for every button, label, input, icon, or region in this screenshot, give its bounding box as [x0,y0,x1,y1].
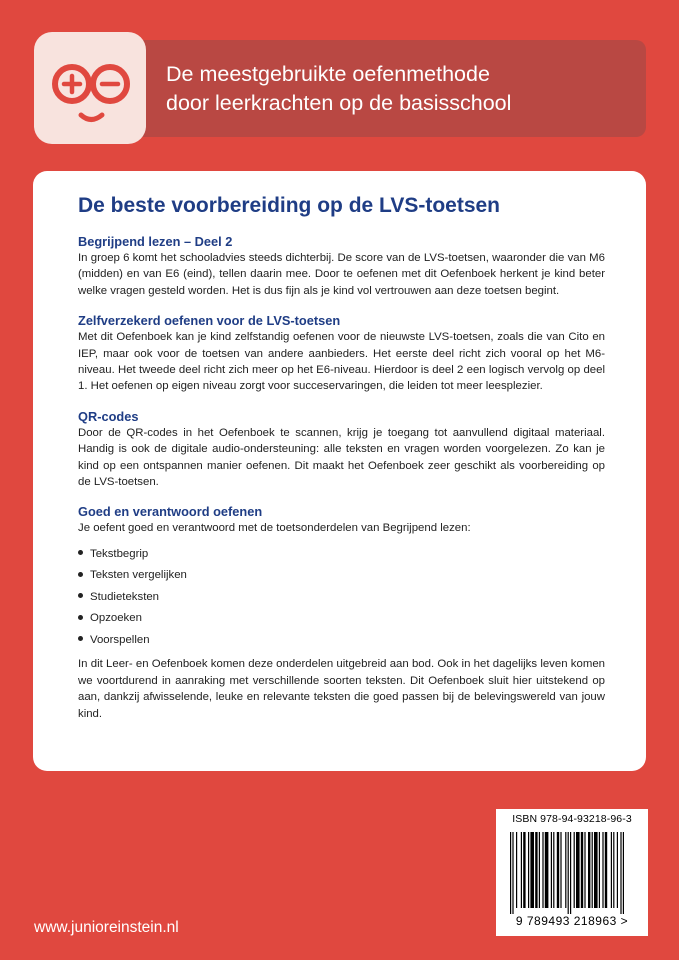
section-goed-oefenen [78,504,605,722]
section-heading: QR-codes [78,408,139,424]
list-item: Opzoeken [78,611,605,633]
bullet-icon [78,593,83,598]
section-zelfverzekerd [78,313,605,395]
content-body [78,234,605,722]
barcode-icon [508,832,636,914]
isbn-barcode [496,809,648,936]
bullet-icon [78,550,83,555]
bullet-list [78,547,605,655]
bullet-icon [78,615,83,620]
list-item: Tekstbegrip [78,547,605,569]
tagline-line1: De meestgebruikte oefenmethode [166,62,490,86]
closing-paragraph: In dit Leer- en Oefenboek komen deze onderdelen uitgebreid aan bod. Ook in het dagelijks leven komen we voortdurend in aanraking met verschillende soorten teksten. Dit Oefenboek sluit hier uitstekend op aan, dankzij afwisselende, leuke en relevante teksten die goed passen bij de belevingswereld van jouw kind. [78,658,605,720]
section-qr-codes [78,409,605,491]
section-heading: Goed en verantwoord oefenen [78,504,263,520]
section-body: Met dit Oefenboek kan je kind zelfstandig oefenen voor de nieuwste LVS-toetsen, zoals die van Cito en IEP, maar ook voor de toetsen van andere aanbieders. Het eerste deel richt zich vooral op het M6-niveau. Het tweede deel richt zich meer op het E6-niveau. Hierdoor is deel 2 een logisch vervolg op deel 1. Het oefenen op eigen niveau zorgt voor succeservaringen, die leiden tot meer leesplezier. [78,331,605,393]
bullet-icon [78,572,83,577]
section-begrijpend-lezen [78,234,605,299]
section-heading: Zelfverzekerd oefenen voor de LVS-toetsen [78,313,341,329]
section-body: Door de QR-codes in het Oefenboek te scannen, krijg je toegang tot aanvullend digitaal materiaal. Handig is ook de digitale audio-ondersteuning: alle teksten en vragen worden voorgelezen. Zo kan je kind op een ontspannen manier oefenen. Dit maakt het Oefenboek zeer geschikt als voorbereiding op de LVS-toetsen. [78,426,605,489]
section-body: Je oefent goed en verantwoord met de toetsonderdelen van Begrijpend lezen: [78,522,471,535]
page-title: De beste voorbereiding op de LVS-toetsen [78,194,501,217]
barcode-digits: 9 789493 218963 > [515,914,629,928]
section-body: In groep 6 komt het schooladvies steeds dichterbij. De score van de LVS-toetsen, waaronder die van M6 (midden) en van E6 (eind), tellen daarin mee. Door te oefenen met dit Oefenboek herkent je kind beter welke vragen gesteld worden. Het is dus fijn als je kind vol vertrouwen aan deze toetsen begint. [78,252,605,297]
bullet-icon [78,636,83,641]
tagline-line2: door leerkrachten op de basisschool [166,91,512,115]
list-item: Voorspellen [78,633,605,655]
tagline [166,60,636,118]
isbn-label: ISBN 978-94-93218-96-3 [512,813,632,825]
list-item: Studieteksten [78,590,605,612]
list-item: Teksten vergelijken [78,568,605,590]
website-url: www.junioreinstein.nl [34,919,179,936]
smiley-glasses-icon [34,32,146,144]
logo [34,32,146,144]
section-heading: Begrijpend lezen – Deel 2 [78,234,233,249]
